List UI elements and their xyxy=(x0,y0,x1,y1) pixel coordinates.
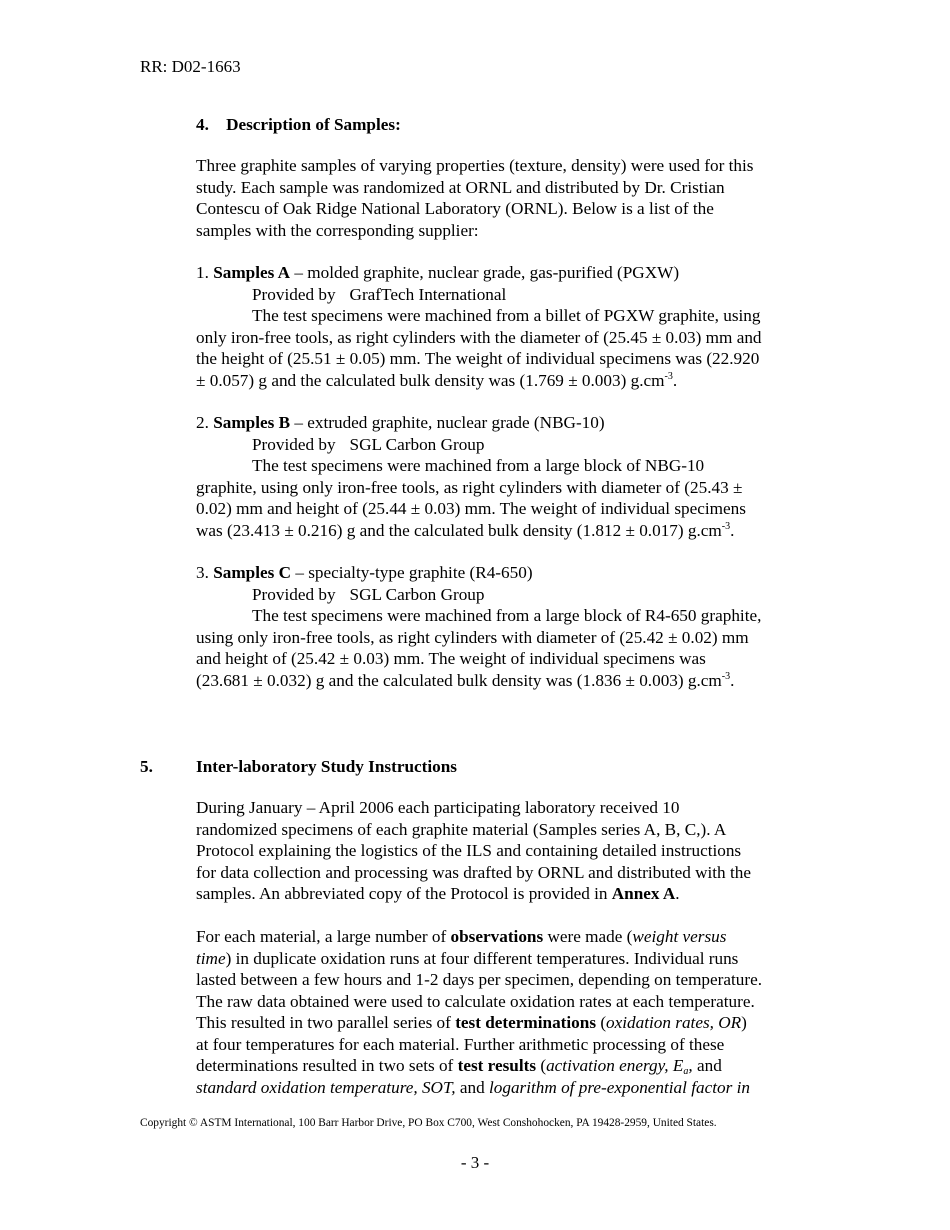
paragraph-line: Protocol explaining the logistics of the ILS and containing detailed instructions xyxy=(196,841,742,860)
italic-term: , xyxy=(688,1056,693,1075)
sample-description: – specialty-type graphite (R4-650) xyxy=(291,563,533,582)
paragraph-line: samples. An abbreviated copy of the Protocol is provided in xyxy=(196,884,612,903)
page-number: - 3 - xyxy=(460,1153,490,1172)
sample-text-line: ± 0.057) g and the calculated bulk density was (1.769 ± 0.003) g.cm xyxy=(196,370,665,390)
section-5-paragraph-1 xyxy=(196,797,816,905)
text-span: were made ( xyxy=(543,927,633,946)
italic-term: logarithm of pre-exponential factor in xyxy=(488,1077,750,1097)
sample-text-line: the height of (25.51 ± 0.05) mm. The weight of individual specimens was (22.920 xyxy=(196,349,760,368)
sample-b-block xyxy=(196,412,816,541)
sample-a-block xyxy=(196,262,816,391)
bold-term: test determinations xyxy=(455,1013,597,1032)
report-id: RR: D02-1663 xyxy=(140,57,241,76)
intro-line: study. Each sample was randomized at ORNL and distributed by Dr. Cristian xyxy=(196,177,725,197)
text-span: This resulted in two parallel series of xyxy=(196,1013,456,1032)
text-span: ) xyxy=(741,1013,747,1032)
sample-description: – extruded graphite, nuclear grade (NBG-10) xyxy=(290,413,605,432)
sample-text-line: 0.02) mm and height of (25.44 ± 0.03) mm. The weight of individual specimens xyxy=(196,499,746,518)
text-span: and xyxy=(692,1056,722,1075)
section-5-heading: Inter-laboratory Study Instructions xyxy=(196,757,458,776)
sample-name: Samples B xyxy=(213,413,291,432)
sample-text-line: was (23.413 ± 0.216) g and the calculated bulk density (1.812 ± 0.017) g.cm xyxy=(196,520,722,540)
sample-number: 1. xyxy=(196,263,214,282)
text-span: ) in duplicate oxidation runs at four different temperatures. Individual runs xyxy=(225,948,739,968)
intro-line: Contescu of Oak Ridge National Laboratory (ORNL). Below is a list of the xyxy=(196,199,714,218)
supplier-name: GrafTech International xyxy=(349,284,507,304)
period: . xyxy=(675,884,680,903)
provided-by-label: Provided by xyxy=(252,434,336,454)
intro-line: Three graphite samples of varying properties (texture, density) were used for this xyxy=(196,156,754,175)
paragraph-line: lasted between a few hours and 1-2 days per specimen, depending on temperature. xyxy=(196,970,763,989)
exponent: -3 xyxy=(721,520,731,532)
italic-term: activation energy, E xyxy=(546,1056,684,1075)
section-5-paragraph-2 xyxy=(196,926,816,1098)
sample-text-line: (23.681 ± 0.032) g and the calculated bulk density was (1.836 ± 0.003) g.cm xyxy=(196,670,722,690)
paragraph-line: at four temperatures for each material. Further arithmetic processing of these xyxy=(196,1034,725,1054)
italic-term: oxidation rates, OR xyxy=(606,1013,742,1032)
provided-by-label: Provided by xyxy=(252,584,336,604)
paragraph-line: During January – April 2006 each participating laboratory received 10 xyxy=(196,798,680,817)
sample-text-line: and height of (25.42 ± 0.03) mm. The weight of individual specimens was xyxy=(196,649,706,668)
text-span: ( xyxy=(536,1056,547,1075)
section-4-heading: 4. Description of Samples: xyxy=(196,115,401,134)
italic-term: standard oxidation temperature, SOT, xyxy=(196,1077,456,1097)
period: . xyxy=(730,520,735,540)
bold-term: test results xyxy=(457,1056,537,1075)
supplier-name: SGL Carbon Group xyxy=(349,584,485,604)
text-span: For each material, a large number of xyxy=(196,927,451,946)
section-4-intro xyxy=(196,155,816,241)
paragraph-line: for data collection and processing was drafted by ORNL and distributed with the xyxy=(196,862,751,882)
supplier-name: SGL Carbon Group xyxy=(349,434,485,454)
period: . xyxy=(730,670,735,690)
sample-text-line: only iron-free tools, as right cylinders with the diameter of (25.45 ± 0.03) mm and xyxy=(196,327,762,347)
sample-text-line: using only iron-free tools, as right cylinders with diameter of (25.42 ± 0.02) mm xyxy=(196,627,749,647)
intro-line: samples with the corresponding supplier: xyxy=(196,220,479,240)
exponent: -3 xyxy=(664,370,673,382)
sample-c-block xyxy=(196,562,816,691)
text-span: and xyxy=(455,1077,489,1097)
sample-text-line: The test specimens were machined from a billet of PGXW graphite, using xyxy=(252,306,761,325)
subscript: a xyxy=(683,1066,689,1077)
text-span: ( xyxy=(596,1013,607,1032)
sample-number: 3. xyxy=(196,563,214,582)
sample-text-line: The test specimens were machined from a large block of NBG-10 xyxy=(252,456,705,475)
sample-name: Samples A xyxy=(213,263,291,282)
bold-term: observations xyxy=(450,927,544,946)
sample-text-line: graphite, using only iron-free tools, as right cylinders with diameter of (25.43 ± xyxy=(196,477,743,497)
italic-term: time xyxy=(196,948,226,968)
sample-text-line: The test specimens were machined from a large block of R4-650 graphite, xyxy=(252,606,762,625)
provided-by-label: Provided by xyxy=(252,284,336,304)
copyright-footer: Copyright © ASTM International, 100 Barr Harbor Drive, PO Box C700, West Conshohocken, PA 19428-2959, United States. xyxy=(140,1117,717,1129)
sample-name: Samples C xyxy=(213,563,292,582)
italic-term: weight versus xyxy=(632,927,727,946)
sample-number: 2. xyxy=(196,413,214,432)
period: . xyxy=(672,370,678,390)
paragraph-line: The raw data obtained were used to calculate oxidation rates at each temperature. xyxy=(196,991,755,1011)
text-span: determinations resulted in two sets of xyxy=(196,1056,458,1075)
section-5-number: 5. xyxy=(140,757,153,776)
paragraph-line: randomized specimens of each graphite material (Samples series A, B, C,). A xyxy=(196,819,727,839)
exponent: -3 xyxy=(721,670,731,682)
sample-description: – molded graphite, nuclear grade, gas-purified (PGXW) xyxy=(290,263,680,282)
annex-reference: Annex A xyxy=(611,884,676,903)
